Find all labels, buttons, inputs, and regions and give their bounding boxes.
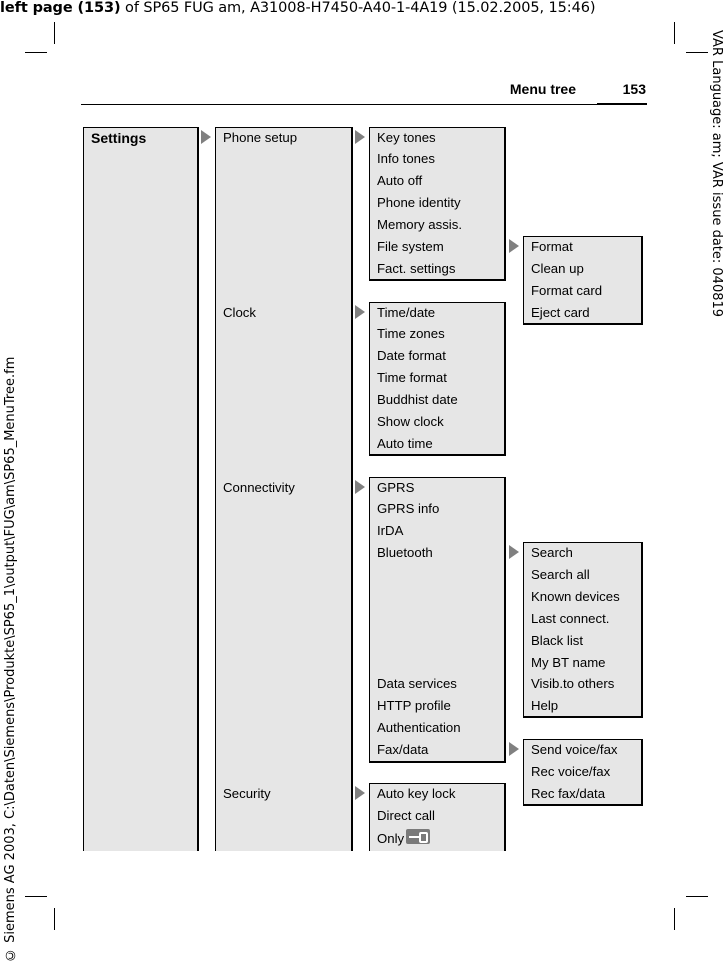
triangle-right-icon [355, 305, 365, 319]
menu-item-time-zones[interactable]: Time zones [377, 326, 445, 341]
menu-item-connectivity[interactable]: Connectivity [223, 480, 295, 495]
crop-mark [25, 896, 47, 897]
crop-mark [686, 896, 708, 897]
menu-item-authentication[interactable]: Authentication [377, 720, 461, 735]
menu-item-format-card[interactable]: Format card [531, 283, 603, 298]
menu-item-time-date[interactable]: Time/date [377, 305, 436, 320]
menu-item-clean-up[interactable]: Clean up [531, 261, 584, 276]
menu-item-direct-call[interactable]: Direct call [377, 808, 435, 823]
menu-item-black-list[interactable]: Black list [531, 633, 584, 648]
menu-item-auto-off[interactable]: Auto off [377, 173, 423, 188]
menu-item-info-tones[interactable]: Info tones [377, 151, 435, 166]
menu-item-search[interactable]: Search [531, 545, 573, 560]
menu-item-auto-time[interactable]: Auto time [377, 436, 433, 451]
triangle-right-icon [355, 480, 365, 494]
menu-root-settings[interactable]: Settings [91, 130, 147, 146]
copyright-path-line: © Siemens AG 2003, C:\Daten\Siemens\Produkte\SP65_1\output\FUG\am\SP65_MenuTree.fm [3, 356, 18, 962]
menu-item-format[interactable]: Format [531, 239, 573, 254]
menu-item-auto-key-lock[interactable]: Auto key lock [377, 786, 456, 801]
menu-item-security[interactable]: Security [223, 786, 271, 801]
menu-item-file-system[interactable]: File system [377, 239, 444, 254]
menu-item-visib-to-others[interactable]: Visib.to others [531, 676, 615, 691]
menu-item-buddhist-date[interactable]: Buddhist date [377, 392, 458, 407]
triangle-right-icon [509, 239, 519, 253]
menu-item-time-format[interactable]: Time format [377, 370, 447, 385]
crop-mark [54, 22, 55, 44]
file-info-line [0, 0, 725, 16]
crop-mark [25, 52, 47, 53]
crop-mark [674, 908, 675, 930]
crop-mark [686, 52, 708, 53]
root-column [83, 127, 199, 851]
menu-item-known-devices[interactable]: Known devices [531, 589, 620, 604]
triangle-right-icon [355, 130, 365, 144]
menu-item-rec-voice-fax[interactable]: Rec voice/fax [531, 764, 611, 779]
menu-item-bluetooth[interactable]: Bluetooth [377, 545, 433, 560]
menu-item-send-voice-fax[interactable]: Send voice/fax [531, 742, 618, 757]
menu-item-my-bt-name[interactable]: My BT name [531, 655, 606, 670]
menu-item-phone-identity[interactable]: Phone identity [377, 195, 461, 210]
file-info-bold: left page (153) [0, 0, 121, 16]
triangle-right-icon [509, 545, 519, 559]
section-title: Menu tree [509, 81, 576, 97]
page-number: 153 [622, 81, 646, 97]
menu-item-memory-assis[interactable]: Memory assis. [377, 217, 462, 232]
header-rule-thick [597, 103, 647, 105]
menu-item-data-services[interactable]: Data services [377, 676, 457, 691]
menu-item-fact-settings[interactable]: Fact. settings [377, 261, 456, 276]
menu-item-gprs-info[interactable]: GPRS info [377, 501, 440, 516]
menu-item-eject-card[interactable]: Eject card [531, 305, 590, 320]
menu-item-last-connect[interactable]: Last connect. [531, 611, 610, 626]
menu-item-rec-fax-data[interactable]: Rec fax/data [531, 786, 606, 801]
crop-mark [674, 22, 675, 44]
triangle-right-icon [509, 742, 519, 756]
var-language-line: VAR Language: am; VAR issue date: 040819 [709, 30, 724, 318]
menu-item-date-format[interactable]: Date format [377, 348, 446, 363]
menu-item-irda[interactable]: IrDA [377, 523, 404, 538]
menu-item-search-all[interactable]: Search all [531, 567, 590, 582]
menu-item-show-clock[interactable]: Show clock [377, 414, 444, 429]
file-info-rest: of SP65 FUG am, A31008-H7450-A40-1-4A19 (15.02.2005, 15:46) [120, 0, 596, 16]
menu-item-phone-setup[interactable]: Phone setup [223, 130, 298, 145]
menu-item-gprs[interactable]: GPRS [377, 480, 415, 495]
menu-item-only[interactable]: Only [377, 831, 405, 846]
triangle-right-icon [201, 130, 211, 144]
menu-item-clock[interactable]: Clock [223, 305, 256, 320]
menu-item-key-tones[interactable]: Key tones [377, 130, 436, 145]
header-rule [81, 104, 647, 105]
key-icon [406, 829, 430, 844]
menu-item-fax-data[interactable]: Fax/data [377, 742, 429, 757]
crop-mark [54, 908, 55, 930]
triangle-right-icon [355, 786, 365, 800]
menu-item-help[interactable]: Help [531, 698, 559, 713]
menu-item-http-profile[interactable]: HTTP profile [377, 698, 451, 713]
